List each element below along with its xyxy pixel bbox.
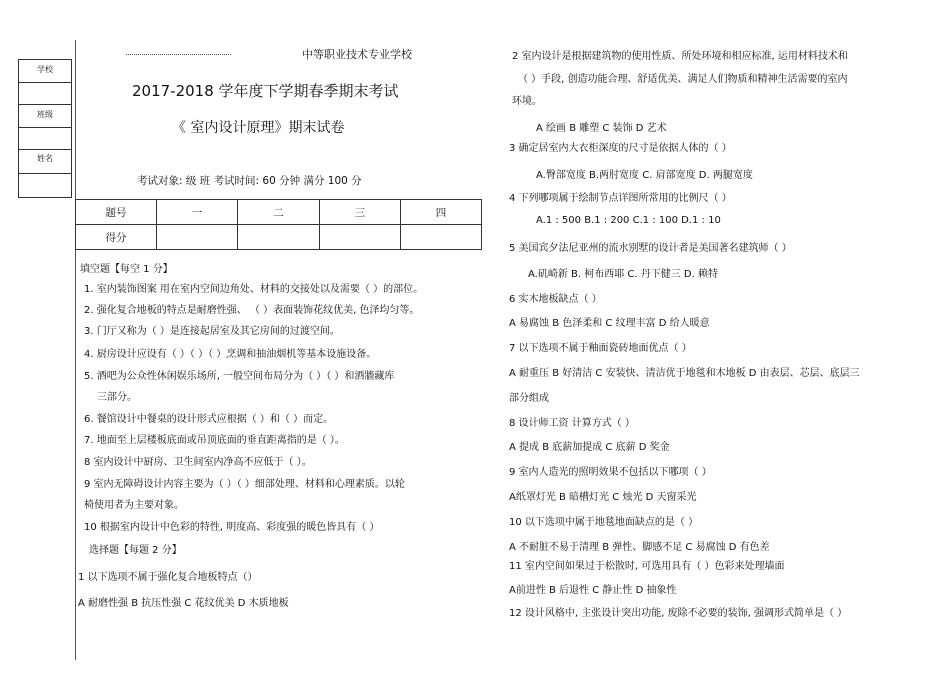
question-line: 环境。 <box>512 96 542 107</box>
class-field[interactable] <box>19 127 71 128</box>
question-line: 2 室内设计是根据建筑物的使用性质、所处环境和相应标准, 运用材料技术和 <box>512 51 848 62</box>
question-line: 7. 地面至上层楼板底面或吊顶底面的垂直距离指的是（ ）。 <box>84 435 345 446</box>
question-line: 10 以下选项中属于地毯地面缺点的是（ ） <box>509 517 699 528</box>
binding-line <box>75 40 76 660</box>
divider <box>19 149 71 150</box>
class-label: 班级 <box>37 110 53 119</box>
question-line: A 易腐蚀 B 色泽柔和 C 纹理丰富 D 给人暖意 <box>509 318 710 329</box>
question-line: A 耐重压 B 好清洁 C 安装快、清洁优于地毯和木地板 D 由表层、芯层、底层三 <box>509 368 860 379</box>
question-line: 部分组成 <box>509 393 549 404</box>
table-header-cell: 二 <box>238 200 320 225</box>
question-line: 9 室内无障碍设计内容主要为（ ）（ ）细部处理、材料和心理素质。以轮 <box>84 479 405 490</box>
score-cell[interactable] <box>320 225 401 250</box>
question-line: 7 以下选项不属于釉面瓷砖地面优点（ ） <box>509 343 692 354</box>
exam-title: 2017-2018 学年度下学期春季期末考试 <box>132 82 399 100</box>
section-heading-choice: 选择题【每题 2 分】 <box>89 545 182 556</box>
question-line: A 不耐脏不易于清理 B 弹性、脚感不足 C 易腐蚀 D 有色差 <box>509 542 770 553</box>
question-line: 12 设计风格中, 主张设计突出功能, 废除不必要的装饰, 强调形式简单是（ ） <box>509 608 848 619</box>
question-line: 8 设计师工资 计算方式（ ） <box>509 418 635 429</box>
score-table <box>75 199 482 250</box>
question-line: A 耐磨性强 B 抗压性强 C 花纹优美 D 木质地板 <box>78 598 289 609</box>
school-field[interactable] <box>19 82 71 83</box>
name-label: 姓名 <box>37 154 53 163</box>
score-cell[interactable] <box>157 225 238 250</box>
question-line: （ ）手段, 创造功能合理、舒适优美、满足人们物质和精神生活需要的室内 <box>518 74 848 85</box>
question-line: 6 实木地板缺点（ ） <box>509 294 602 305</box>
school-label: 学校 <box>37 65 53 74</box>
score-cell[interactable] <box>401 225 482 250</box>
question-line: 3. 门厅又称为（ ）是连接起居室及其它房间的过渡空间。 <box>84 326 340 337</box>
divider <box>19 104 71 105</box>
school-name: 中等职业技术专业学校 <box>302 48 412 61</box>
question-line: 11 室内空间如果过于松散时, 可选用具有（ ）色彩来处理墙面 <box>509 561 785 572</box>
question-line: 5. 酒吧为公众性休闲娱乐场所, 一般空间布局分为（ ）（ ）和酒牆藏库 <box>84 371 395 382</box>
question-line: 10 根据室内设计中色彩的特性, 明度高、彩度强的暖色皆具有（ ） <box>84 522 380 533</box>
question-line: A前进性 B 后退性 C 静止性 D 抽象性 <box>509 585 677 596</box>
name-field[interactable] <box>19 173 71 174</box>
question-line: 2. 强化复合地板的特点是耐磨性强、 （ ）表面装饰花纹优美, 色泽均匀等。 <box>84 305 420 316</box>
paper-title: 《 室内设计原理》期末试卷 <box>172 120 345 136</box>
dotted-line <box>126 54 231 55</box>
question-line: 椅使用者为主要对象。 <box>84 500 184 511</box>
question-line: 3 确定居室内大衣柜深度的尺寸是依据人体的（ ） <box>509 143 732 154</box>
table-row <box>76 225 482 250</box>
question-line: A 提成 B 底薪加提成 C 底薪 D 奖金 <box>509 442 670 453</box>
question-line: A.1 : 500 B.1 : 200 C.1 : 100 D.1 : 10 <box>536 215 721 226</box>
score-row-label: 得分 <box>76 225 157 250</box>
table-row <box>76 200 482 225</box>
question-line: 5 美国宾夕法尼亚州的流水别墅的设计者是美国著名建筑师（ ） <box>509 243 792 254</box>
section-heading-fill: 填空题【每空 1 分】 <box>80 264 173 275</box>
question-line: A纸罩灯光 B 暗槽灯光 C 烛光 D 天窗采光 <box>509 492 697 503</box>
table-header-cell: 三 <box>320 200 401 225</box>
table-header-cell: 题号 <box>76 200 157 225</box>
score-cell[interactable] <box>238 225 320 250</box>
question-line: 4 下列哪项属于绘制节点详图所常用的比例尺（ ） <box>509 193 732 204</box>
question-line: 6. 餐馆设计中餐桌的设计形式应根据（ ）和（ ）而定。 <box>84 414 334 425</box>
question-line: 9 室内人造光的照明效果不包括以下哪项（ ） <box>509 467 712 478</box>
question-line: A 绘画 B 雕塑 C 装饰 D 艺术 <box>536 123 667 134</box>
table-header-cell: 一 <box>157 200 238 225</box>
question-line: A.臀部宽度 B.两肘宽度 C. 肩部宽度 D. 两腿宽度 <box>536 170 753 181</box>
question-line: 4. 厨房设计应设有（ ）（ ）（ ）烹调和抽油烟机等基本设施设备。 <box>84 349 377 360</box>
question-line: 1. 室内装饰图案 用在室内空间边角处、材料的交接处以及需要（ ）的部位。 <box>84 284 424 295</box>
question-line: 8 室内设计中厨房、卫生间室内净高不应低于（ ）。 <box>84 457 312 468</box>
question-line: 1 以下选项不属于强化复合地板特点（） <box>78 572 258 583</box>
student-info-box <box>18 59 72 198</box>
exam-info: 考试对象: 级 班 考试时间: 60 分钟 满分 100 分 <box>137 175 362 187</box>
question-line: 三部分。 <box>97 392 137 403</box>
table-header-cell: 四 <box>401 200 482 225</box>
question-line: A.矶崎新 B. 柯布西耶 C. 丹下健三 D. 赖特 <box>528 269 718 280</box>
